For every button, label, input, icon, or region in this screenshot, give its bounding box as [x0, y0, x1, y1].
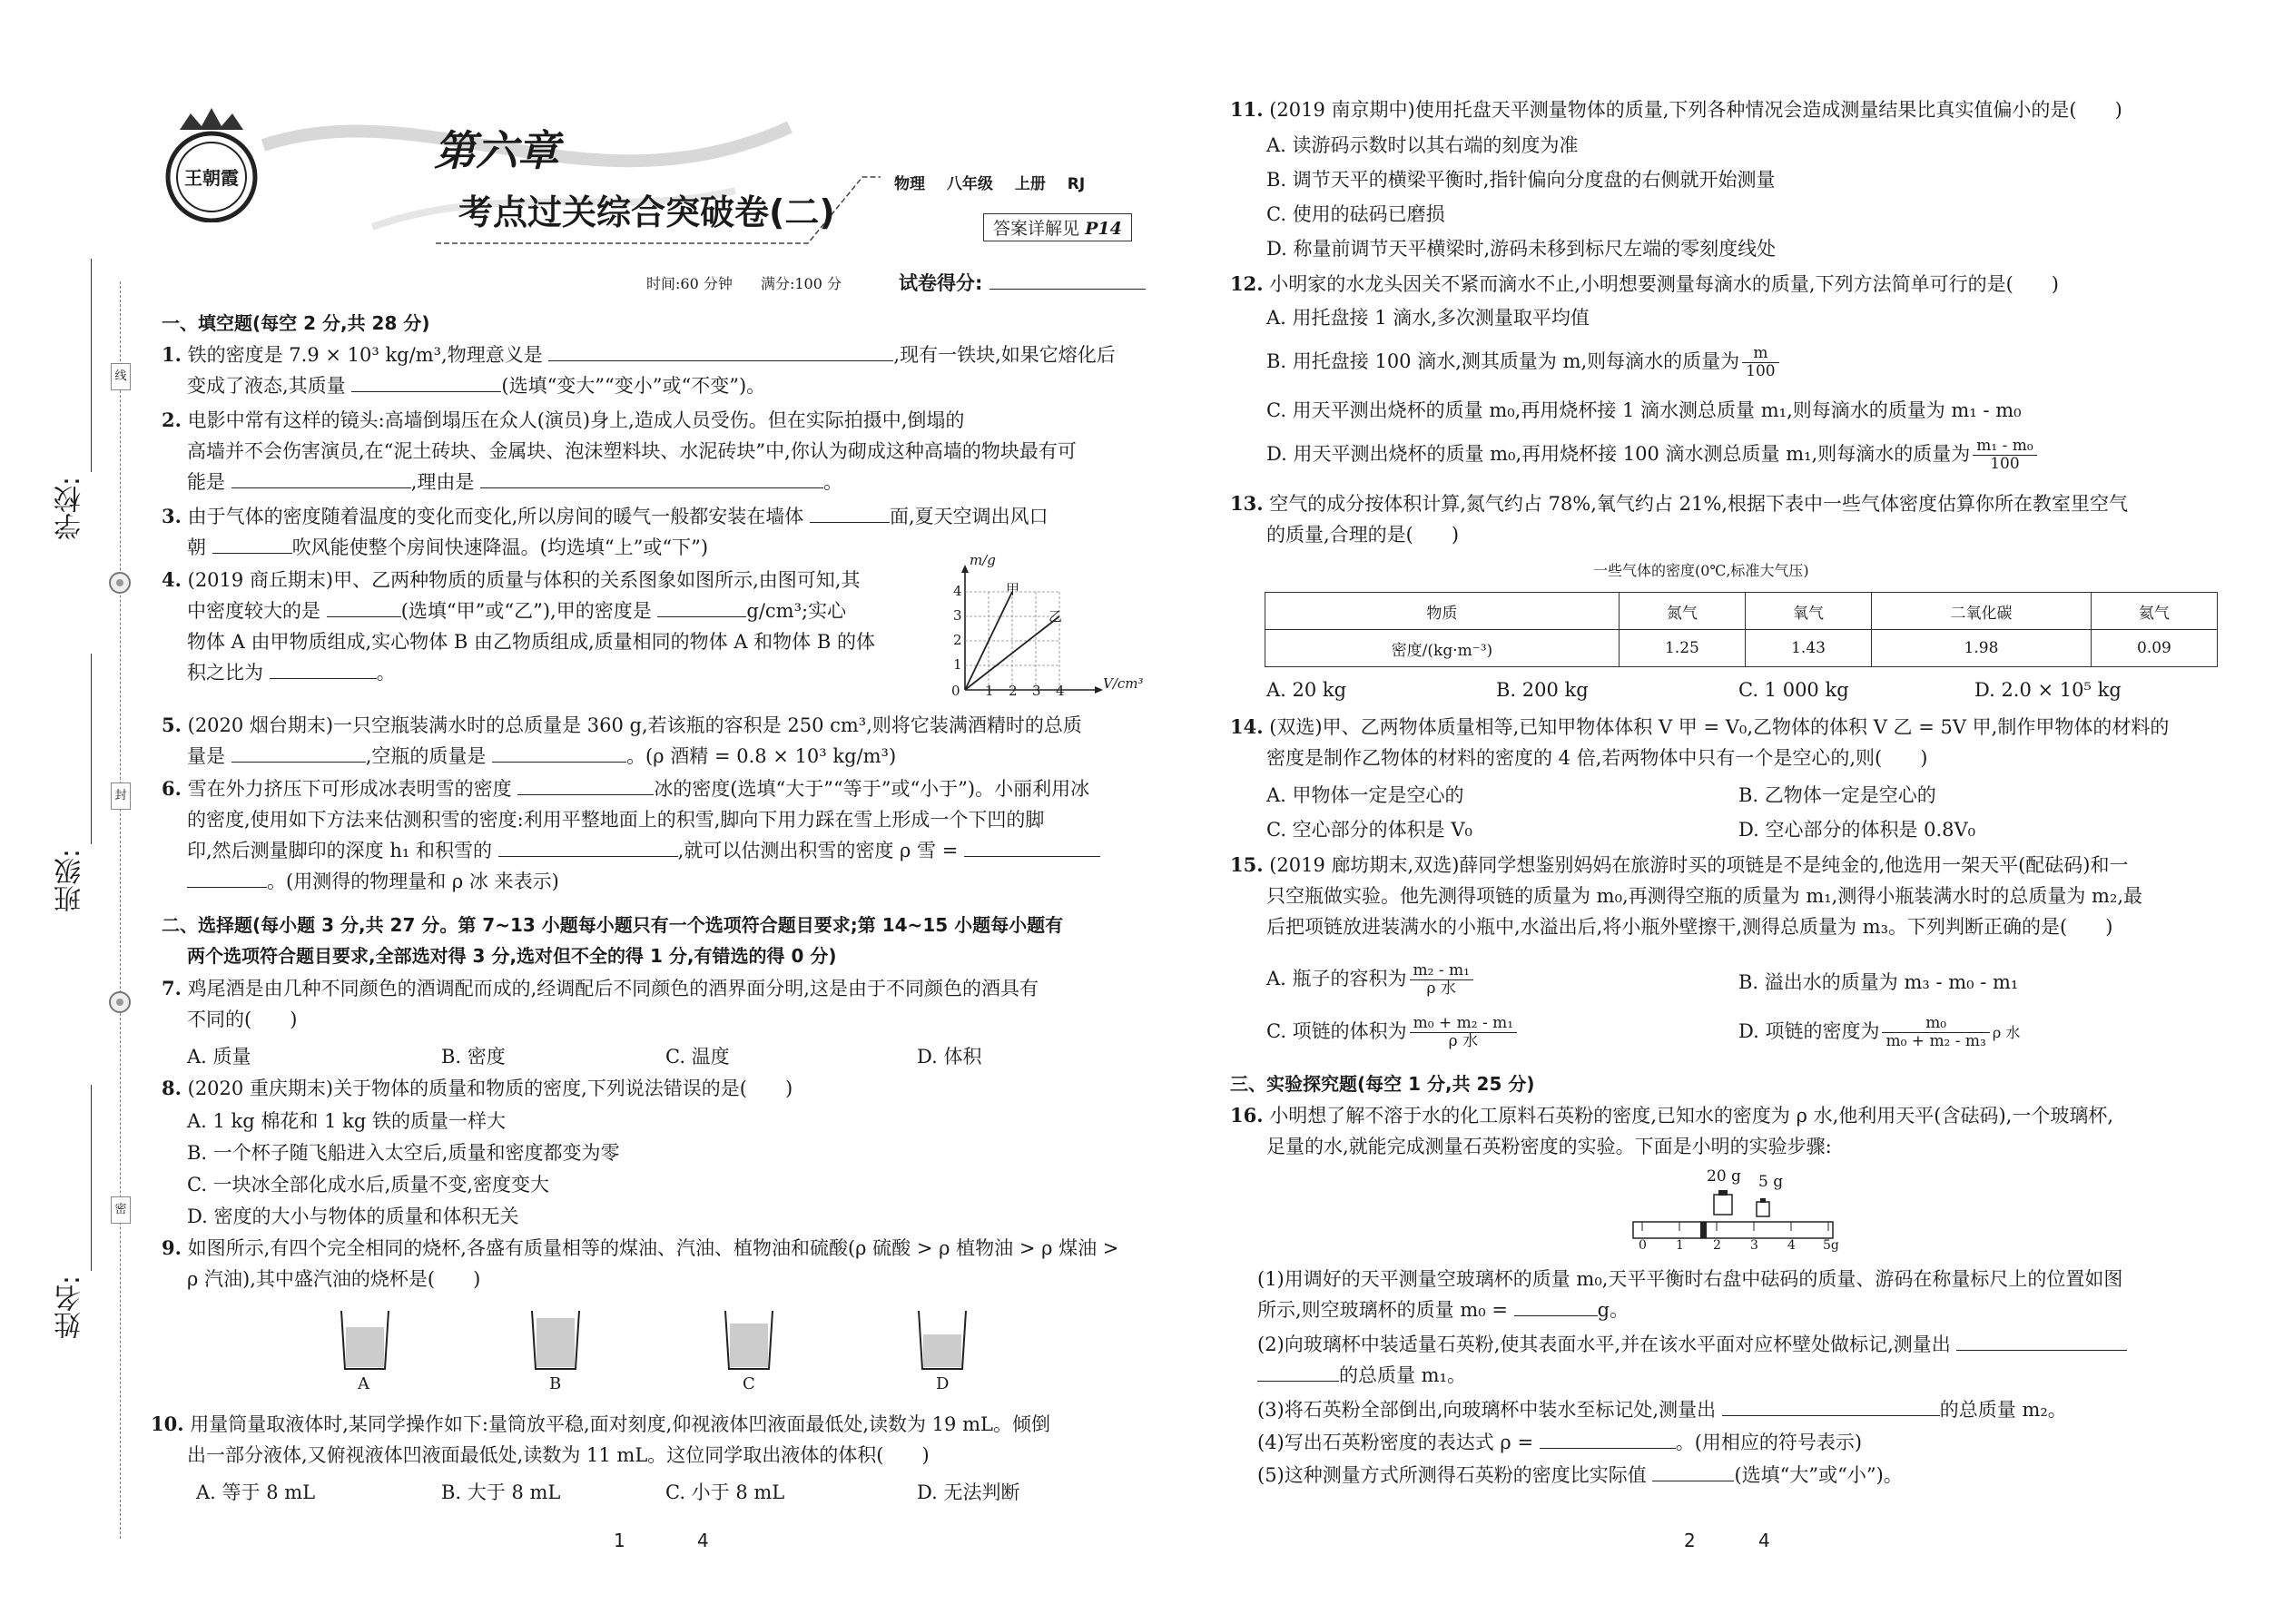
table-row: [1265, 630, 2218, 667]
table-cell: 1.25: [1619, 630, 1745, 667]
q7-option-a[interactable]: A. 质量: [187, 1046, 251, 1068]
graph-line-label-yi: 乙: [1049, 608, 1063, 625]
score-field: [899, 269, 1146, 296]
q16-blank-3[interactable]: [1257, 1361, 1339, 1382]
table-caption: 一些气体的密度(0℃,标准大气压): [1593, 562, 1809, 579]
section-experiment: 三、实验探究题(每空 1 分,共 25 分): [1230, 1073, 1535, 1095]
page-total-left: 4: [697, 1530, 709, 1551]
q16-blank-1[interactable]: [1514, 1295, 1598, 1316]
q11-option-d[interactable]: D. 称量前调节天平横梁时,游码未移到标尺左端的零刻度线处: [1266, 238, 1777, 260]
question-13: 13. 空气的成分按体积计算,氮气约占 78%,氧气约占 21%,根据下表中一些气体密度估算你所在教室里空气 的质量,合理的是( ): [1230, 492, 2128, 546]
tag-subject: 物理: [894, 175, 925, 193]
school-blank[interactable]: [91, 259, 92, 472]
beaker-a-icon[interactable]: [338, 1307, 392, 1373]
q1-blank-1[interactable]: [548, 340, 893, 361]
question-6: 6. 雪在外力挤压下可形成冰表明雪的密度 冰的密度(选填“大于”“等于”或“小于”)。小丽利用冰 的密度,使用如下方法来估测积雪的密度:利用平整地面上的积雪,脚向下用力踩在雪上形成一个下凹的脚 印,然后测量脚印的深度 h₁ 和积雪的 ,就可以估测出积雪的密度 ρ 雪 = 。(用测得的物理量和 ρ 冰 来表示): [162, 773, 1160, 897]
table-header: 二氧化碳: [1872, 593, 2092, 630]
graph-ytick: 4: [953, 583, 962, 599]
q16-step-4: (4)写出石英粉密度的表达式 ρ = 。(用相应的符号表示): [1257, 1427, 2256, 1458]
tag-volume: 上册: [1014, 175, 1046, 193]
q12-option-a[interactable]: A. 用托盘接 1 滴水,多次测量取平均值: [1266, 307, 1590, 329]
q15-option-c[interactable]: C. 项链的体积为 $\frac{\text{m₀ + m₂ - m₁}}{\text{ρ 水}}$: [1266, 1015, 1520, 1050]
graph-origin: 0: [951, 683, 960, 699]
q13-option-c[interactable]: C. 1 000 kg: [1738, 679, 1849, 701]
answer-ref-page: P14: [1085, 219, 1122, 239]
table-header: 物质: [1265, 593, 1620, 630]
scale-tick: 3: [1750, 1238, 1758, 1253]
q2-blank-1[interactable]: [231, 468, 411, 488]
q16-step-2: (2)向玻璃杯中装适量石英粉,使其表面水平,并在该水平面对应杯壁处做标记,测量出 的总质量 m₁。: [1257, 1329, 2256, 1391]
q13-option-b[interactable]: B. 200 kg: [1496, 679, 1589, 701]
q16-step-3: (3)将石英粉全部倒出,向玻璃杯中装水至标记处,测量出 的总质量 m₂。: [1257, 1394, 2256, 1425]
q3-blank-1[interactable]: [810, 502, 890, 523]
table-header-row: [1265, 593, 2218, 630]
q14-option-d[interactable]: D. 空心部分的体积是 0.8V₀: [1738, 819, 1976, 841]
scale-tick: 0: [1639, 1238, 1647, 1253]
graph-xtick: 3: [1032, 683, 1041, 699]
q10-option-d[interactable]: D. 无法判断: [917, 1481, 1020, 1503]
cut-line: [120, 281, 121, 1539]
beaker-c-icon[interactable]: [722, 1307, 776, 1373]
q6-blank-3[interactable]: [964, 836, 1100, 857]
subject-tags: [894, 171, 1085, 193]
q12-option-d[interactable]: D. 用天平测出烧杯的质量 m₀,再用烧杯接 100 滴水测总质量 m₁,则每滴水的质量为 $\frac{\text{m₁ - m₀}}{100}$: [1266, 438, 2040, 473]
q3-blank-2[interactable]: [212, 533, 292, 554]
school-label: 学校:: [54, 477, 86, 541]
q16-blank-5[interactable]: [1540, 1428, 1676, 1449]
q16-blank-4[interactable]: [1722, 1395, 1940, 1416]
rider-icon: [1700, 1222, 1707, 1238]
scale-tick: 1: [1676, 1238, 1684, 1253]
table-header: 氧气: [1745, 593, 1871, 630]
table-cell: 1.98: [1872, 630, 2092, 667]
question-1: 1. 铁的密度是 7.9 × 10³ kg/m³,物理意义是 ,现有一铁块,如果它熔化后 变成了液态,其质量 (选填“变大”“变小”或“不变”)。: [162, 340, 1151, 401]
publisher-logo: [162, 104, 261, 222]
q11-option-a[interactable]: A. 读游码示数时以其右端的刻度为准: [1266, 134, 1579, 156]
table-cell: 1.43: [1745, 630, 1871, 667]
chapter-title: 第六章: [434, 126, 559, 175]
page-number-left: 1: [614, 1530, 625, 1551]
time-limit: 时间:60 分钟: [646, 275, 733, 292]
binding-hole-icon: [107, 570, 133, 595]
q14-option-a[interactable]: A. 甲物体一定是空心的: [1266, 784, 1464, 806]
table-row-label: 密度/(kg·m⁻³): [1265, 630, 1620, 667]
cut-mark-line: 线: [111, 363, 131, 390]
q12-option-b[interactable]: B. 用托盘接 100 滴水,测其质量为 m,则每滴水的质量为 $\frac{m}{100}$: [1266, 345, 1782, 380]
q4-blank-1[interactable]: [327, 596, 401, 617]
graph-xtick: 1: [985, 683, 994, 699]
question-16: 16. 小明想了解不溶于水的化工原料石英粉的密度,已知水的密度为 ρ 水,他利用天平(含砝码),一个玻璃杯, 足量的水,就能完成测量石英粉密度的实验。下面是小明的实验步骤:: [1230, 1104, 2114, 1157]
weight-20g-label: 20 g: [1707, 1167, 1741, 1186]
score-label: 试卷得分:: [899, 272, 983, 294]
graph-xtick: 4: [1056, 683, 1065, 699]
q14-option-c[interactable]: C. 空心部分的体积是 V₀: [1266, 819, 1472, 841]
q16-step-1: (1)用调好的天平测量空玻璃杯的质量 m₀,天平平衡时右盘中砝码的质量、游码在称量标尺上的位置如图 所示,则空玻璃杯的质量 m₀ = g。: [1257, 1268, 2123, 1321]
page-number-right: 2: [1684, 1530, 1696, 1551]
binding-hole-icon: [107, 989, 133, 1015]
q12-option-c[interactable]: C. 用天平测出烧杯的质量 m₀,再用烧杯接 1 滴水测总质量 m₁,则每滴水的质量为 m₁ - m₀: [1266, 399, 2022, 421]
logo-text: 王朝霞: [184, 167, 239, 189]
table-header: 氮气: [1619, 593, 1745, 630]
scale-tick: 5g: [1823, 1238, 1839, 1253]
question-12: 12. 小明家的水龙头因关不紧而滴水不止,小明想要测量每滴水的质量,下列方法简单可行的是( ): [1230, 272, 2059, 295]
question-11: 11. (2019 南京期中)使用托盘天平测量物体的质量,下列各种情况会造成测量结果比真实值偏小的是( ): [1230, 98, 2122, 121]
q11-option-c[interactable]: C. 使用的砝码已磨损: [1266, 203, 1445, 225]
question-5: 5. (2020 烟台期末)一只空瓶装满水时的总质量是 360 g,若该瓶的容积是 250 cm³,则将它装满酒精时的总质 量是 ,空瓶的质量是 。(ρ 酒精 = 0.8 × 10³ kg/m³): [162, 714, 1082, 767]
q10-option-c[interactable]: C. 小于 8 mL: [665, 1481, 785, 1503]
exam-info: [646, 272, 842, 293]
question-14: 14. (双选)甲、乙两物体质量相等,已知甲物体体积 V 甲 = V₀,乙物体的体积 V 乙 = 5V 甲,制作甲物体的材料的 密度是制作乙物体的材料的密度的 4 倍,若两物体中只有一个是空心的,则( ): [1230, 715, 2170, 769]
q16-blank-2[interactable]: [1956, 1330, 2127, 1351]
question-3: 3. 由于气体的密度随着温度的变化而变化,所以房间的暖气一般都安装在墙体 面,夏天空调出风口 朝 吹风能使整个房间快速降温。(均选填“上”或“下”): [162, 501, 1160, 563]
graph-xtick: 2: [1009, 683, 1018, 699]
class-blank[interactable]: [91, 654, 92, 844]
beaker-label-c: C: [743, 1374, 755, 1393]
full-score: 满分:100 分: [760, 275, 842, 292]
answer-reference-box: [983, 213, 1132, 241]
graph-line-label-jia: 甲: [1006, 581, 1020, 597]
q16-step-5: (5)这种测量方式所测得石英粉的密度比实际值 (选填“大”或“小”)。: [1257, 1460, 2256, 1491]
table-header: 氦气: [2091, 593, 2217, 630]
section-fill-blank: 一、填空题(每空 2 分,共 28 分): [162, 312, 430, 334]
beaker-label-b: B: [549, 1374, 562, 1393]
q8-option-d[interactable]: D. 密度的大小与物体的质量和体积无关: [187, 1206, 519, 1227]
q8-option-a[interactable]: A. 1 kg 棉花和 1 kg 铁的质量一样大: [187, 1110, 506, 1132]
q4-blank-3[interactable]: [270, 658, 377, 679]
scale-tick: 2: [1713, 1238, 1721, 1253]
graph-ytick: 3: [953, 607, 962, 624]
q8-option-c[interactable]: C. 一块冰全部化成水后,质量不变,密度变大: [187, 1174, 550, 1196]
tag-grade: 八年级: [946, 175, 993, 193]
q14-option-b[interactable]: B. 乙物体一定是空心的: [1738, 784, 1936, 806]
section-multiple-choice: 二、选择题(每小题 3 分,共 27 分。第 7~13 小题每小题只有一个选项符合题目要求;第 14~15 小题每小题有 两个选项符合题目要求,全部选对得 3 分,选对但不全的得 1 分,有错选的得 0 分): [162, 914, 1064, 967]
q6-blank-1[interactable]: [517, 774, 654, 795]
beaker-label-a: A: [358, 1374, 369, 1393]
q6-blank-4[interactable]: [187, 867, 267, 888]
score-blank[interactable]: [989, 269, 1146, 290]
tag-edition: RJ: [1067, 175, 1086, 193]
q13-option-d[interactable]: D. 2.0 × 10⁵ kg: [1974, 679, 2122, 701]
q13-option-a[interactable]: A. 20 kg: [1266, 679, 1347, 701]
q15-option-d[interactable]: D. 项链的密度为 $\frac{\text{m₀}}{\text{m₀ + m₂ - m₃}}$ ρ 水: [1738, 1014, 2021, 1050]
graph-ylabel: m/g: [970, 552, 996, 568]
question-9: 9. 如图所示,有四个完全相同的烧杯,各盛有质量相等的煤油、汽油、植物油和硫酸(ρ 硫酸 > ρ 植物油 > ρ 煤油 > ρ 汽油),其中盛汽油的烧杯是( ): [162, 1236, 1119, 1290]
q7-option-b[interactable]: B. 密度: [441, 1046, 506, 1068]
q2-blank-2[interactable]: [480, 468, 823, 488]
q15-option-b[interactable]: B. 溢出水的质量为 m₃ - m₀ - m₁: [1738, 971, 2019, 993]
q5-blank-1[interactable]: [231, 742, 366, 763]
q10-option-b[interactable]: B. 大于 8 mL: [441, 1481, 561, 1503]
q6-blank-2[interactable]: [498, 836, 678, 857]
graph-ytick: 2: [953, 632, 962, 648]
beaker-label-d: D: [936, 1374, 950, 1393]
weight-5g-icon: [1757, 1202, 1769, 1216]
q11-option-b[interactable]: B. 调节天平的横梁平衡时,指针偏向分度盘的右侧就开始测量: [1266, 169, 1776, 191]
graph-ytick: 1: [953, 656, 962, 673]
q5-blank-2[interactable]: [492, 742, 626, 763]
q8-option-b[interactable]: B. 一个杯子随飞船进入太空后,质量和密度都变为零: [187, 1142, 620, 1164]
question-15: 15. (2019 廊坊期末,双选)薛同学想鉴别妈妈在旅游时买的项链是不是纯金的,他选用一架天平(配砝码)和一 只空瓶做实验。他先测得项链的质量为 m₀,再测得空瓶的质量为 m₁,测得小瓶装满水时的总质量为 m₂,最 后把项链放进装满水的小瓶中,水溢出后,将小瓶外壁擦干,测得总质量为 m₃。下列判断正确的是( ): [1230, 853, 2143, 938]
q4-blank-2[interactable]: [657, 596, 746, 617]
weight-5g-label: 5 g: [1758, 1173, 1784, 1191]
q10-option-a[interactable]: A. 等于 8 mL: [196, 1481, 316, 1503]
beaker-b-icon[interactable]: [528, 1307, 583, 1373]
name-label: 姓名:: [54, 1275, 86, 1340]
scale-tick: 4: [1787, 1238, 1796, 1253]
q15-option-a[interactable]: A. 瓶子的容积为 $\frac{\text{m₂ - m₁}}{\text{ρ 水}}$: [1266, 962, 1476, 998]
question-4: 4. (2019 商丘期末)甲、乙两种物质的质量与体积的关系图象如图所示,由图可知,其 中密度较大的是 (选填“甲”或“乙”),甲的密度是 g/cm³;实心 物体 A 由甲物质组成,实心物体 B 由乙物质组成,质量相同的物体 A 和物体 B 的体 积之比为 。: [162, 568, 875, 684]
question-8: 8. (2020 重庆期末)关于物体的质量和物质的密度,下列说法错误的是( ): [162, 1077, 793, 1099]
name-blank[interactable]: [91, 1085, 92, 1271]
question-2: 2. 电影中常有这样的镜头:高墙倒塌压在众人(演员)身上,造成人员受伤。但在实际拍摄中,倒塌的 高墙并不会伤害演员,在“泥土砖块、金属块、泡沫塑料块、水泥砖块”中,你认为砌成这种高墙的物块最有可 能是 ,理由是 。: [162, 408, 1077, 493]
table-cell: 0.09: [2091, 630, 2217, 667]
q16-blank-6[interactable]: [1652, 1461, 1734, 1481]
cut-mark-seal: 封: [111, 782, 131, 810]
q1-blank-2[interactable]: [351, 371, 501, 392]
class-label: 班级:: [54, 849, 86, 913]
q7-option-d[interactable]: D. 体积: [917, 1046, 982, 1068]
paper-title: 考点过关综合突破卷(二): [458, 192, 835, 232]
weight-20g-icon: [1714, 1195, 1732, 1215]
answer-ref-label: 答案详解见: [993, 219, 1080, 239]
graph-xlabel: V/cm³: [1103, 675, 1144, 692]
question-7: 7. 鸡尾酒是由几种不同颜色的酒调配而成的,经调配后不同颜色的酒界面分明,这是由于不同颜色的酒具有 不同的( ): [162, 977, 1039, 1030]
page-total-right: 4: [1758, 1530, 1770, 1551]
q7-option-c[interactable]: C. 温度: [665, 1046, 730, 1068]
gas-density-table: [1265, 592, 2218, 667]
balance-scale-figure: [1629, 1189, 1838, 1257]
cut-mark-secret: 密: [111, 1196, 131, 1224]
beaker-d-icon[interactable]: [915, 1307, 970, 1373]
question-10: 10. 用量筒量取液体时,某同学操作如下:量筒放平稳,面对刻度,仰视液体凹液面最低处,读数为 19 mL。倾倒 出一部分液体,又俯视液体凹液面最低处,读数为 11 mL。这位同学取出液体的体积( ): [151, 1412, 1050, 1466]
